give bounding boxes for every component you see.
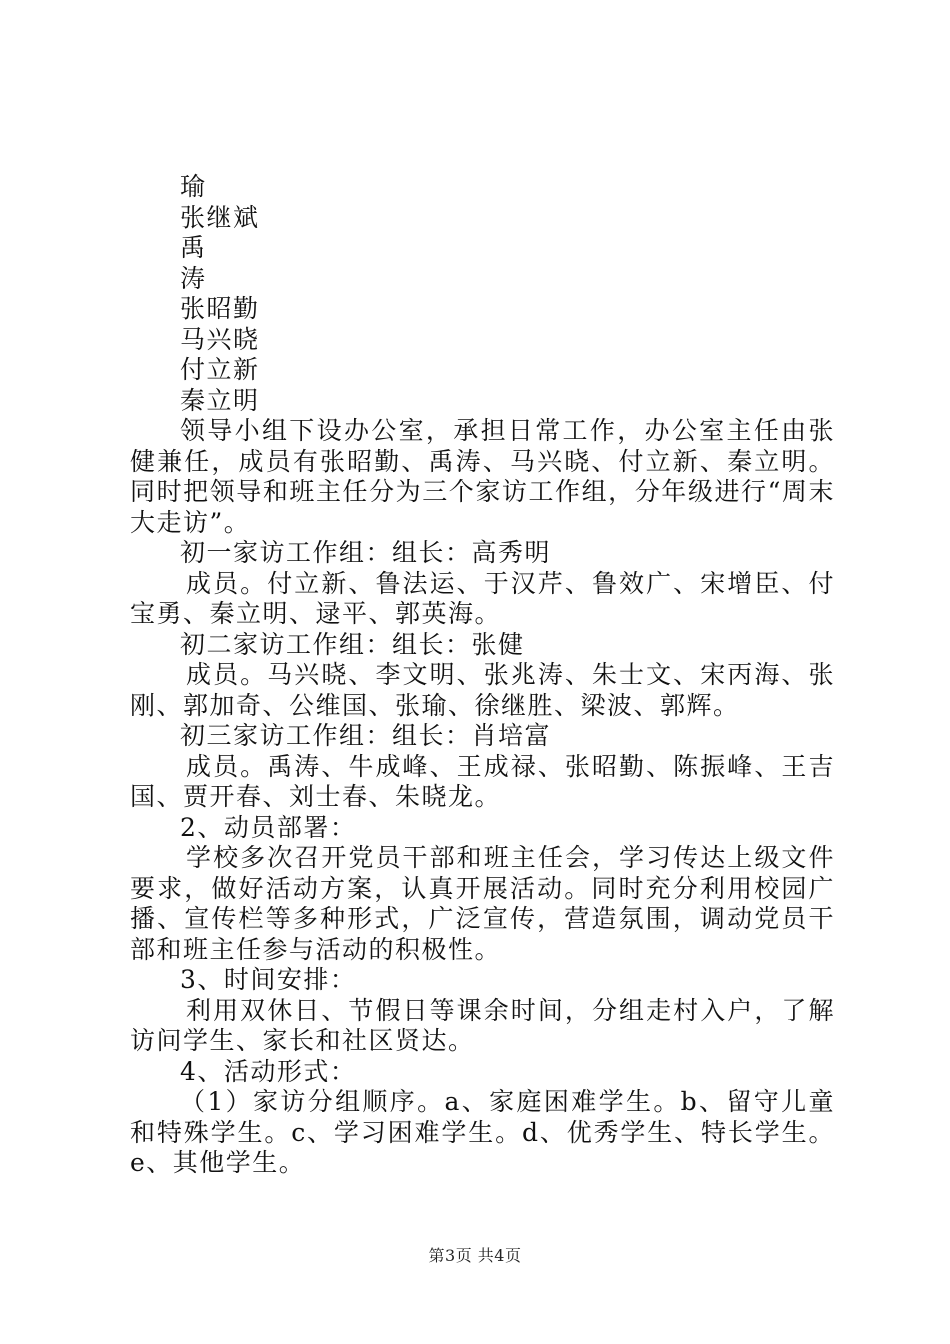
- group-two-heading: 初二家访工作组：组长：张健: [180, 629, 525, 659]
- group-one-members: 成员。付立新、鲁法运、于汉芹、鲁效广、宋增臣、付宝勇、秦立明、逯平、郭英海。: [130, 568, 835, 628]
- name-list-item: 秦立明: [180, 385, 260, 415]
- name-list-item: 禹: [180, 233, 207, 262]
- mobilization-paragraph: 学校多次召开党员干部和班主任会，学习传达上级文件要求，做好活动方案，认真开展活动。同时充分利用校园广播、宣传栏等多种形式，广泛宣传，营造氛围，调动党员干部和班主任参与活动的积极性。: [130, 843, 835, 964]
- group-one-heading: 初一家访工作组：组长：高秀明: [180, 538, 552, 567]
- group-three-heading: 初三家访工作组：组长：肖培富: [180, 721, 552, 750]
- name-list-item: 付立新: [180, 355, 260, 384]
- document-body: [130, 172, 835, 1179]
- name-list-item: 瑜: [180, 172, 207, 201]
- section-heading-schedule: 3、时间安排：: [180, 965, 357, 994]
- office-paragraph: 领导小组下设办公室，承担日常工作，办公室主任由张健兼任，成员有张昭勤、禹涛、马兴晓、付立新、秦立明。同时把领导和班主任分为三个家访工作组，分年级进行“周末大走访”。: [130, 416, 835, 537]
- page-footer: 第3页 共4页: [428, 1246, 522, 1265]
- name-list-item: 张昭勤: [180, 294, 260, 323]
- section-heading-mobilization: 2、动员部署：: [180, 812, 357, 842]
- group-three-members: 成员。禹涛、牛成峰、王成禄、张昭勤、陈振峰、王吉国、贾开春、刘士春、朱晓龙。: [130, 751, 835, 811]
- name-list-item: 张继斌: [180, 202, 260, 232]
- format-paragraph: （1）家访分组顺序。a、家庭困难学生。b、留守儿童和特殊学生。c、学习困难学生。d、优秀学生、特长学生。e、其他学生。: [130, 1087, 835, 1177]
- group-two-members: 成员。马兴晓、李文明、张兆涛、朱士文、宋丙海、张刚、郭加奇、公维国、张瑜、徐继胜、梁波、郭辉。: [130, 660, 835, 720]
- name-list-item: 马兴晓: [180, 324, 260, 354]
- name-list-item: 涛: [180, 263, 207, 293]
- schedule-paragraph: 利用双休日、节假日等课余时间，分组走村入户，了解访问学生、家长和社区贤达。: [130, 995, 835, 1055]
- section-heading-format: 4、活动形式：: [180, 1056, 357, 1086]
